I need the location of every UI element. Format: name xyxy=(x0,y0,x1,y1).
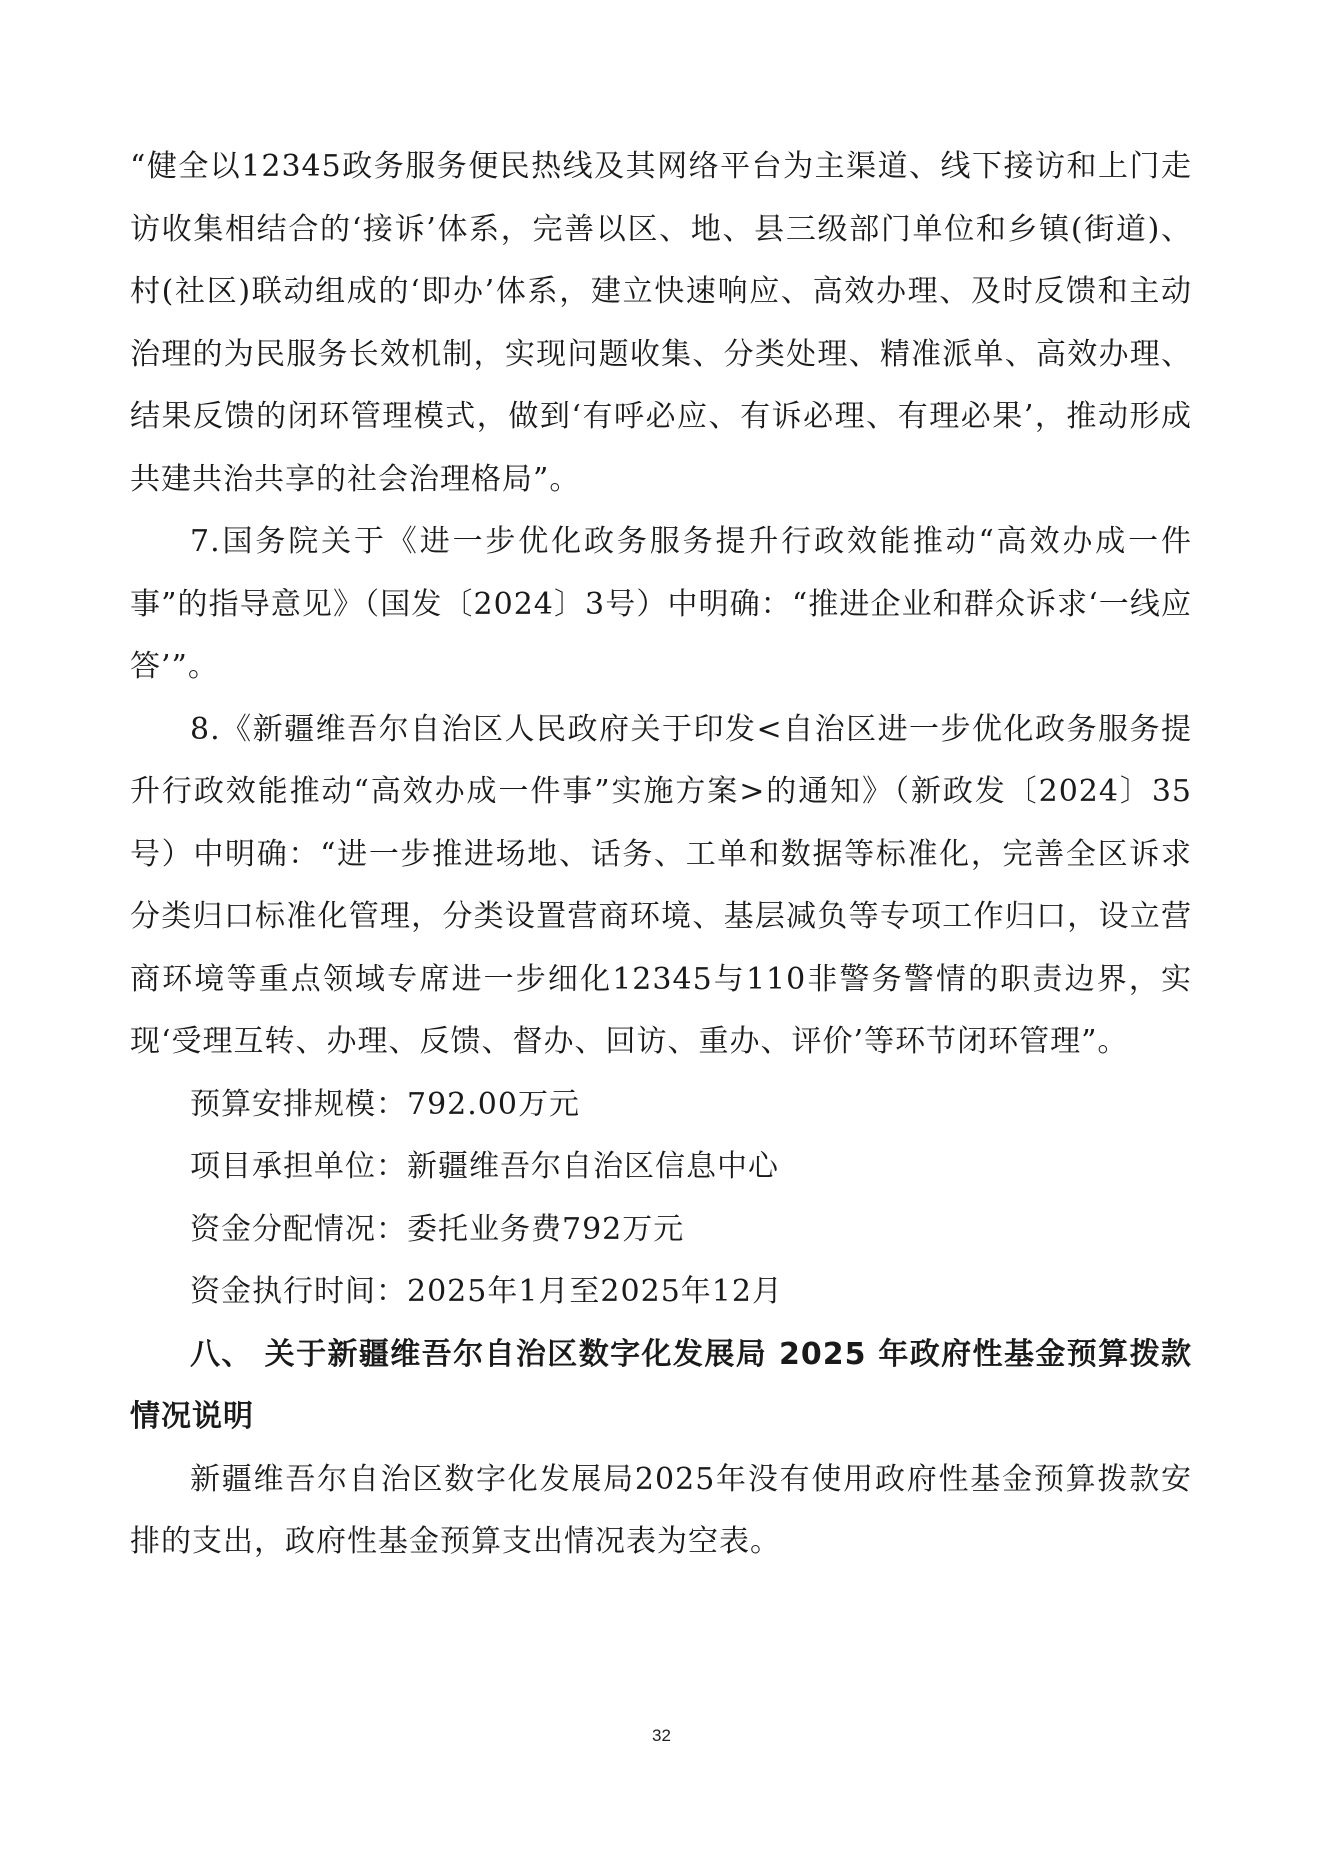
section-heading: 八、 关于新疆维吾尔自治区数字化发展局 2025 年政府性基金预算拨款情况说明 xyxy=(130,1336,1192,1434)
paragraph-fund-period: 资金执行时间：2025年1月至2025年12月 xyxy=(190,1274,783,1309)
paragraph-project-unit: 项目承担单位：新疆维吾尔自治区信息中心 xyxy=(190,1149,779,1184)
paragraph-item-7: 7.国务院关于《进一步优化政务服务提升行政效能推动“高效办成一件事”的指导意见》（国发〔2024〕3号）中明确：“推进企业和群众诉求‘一线应答’”。 xyxy=(130,524,1192,684)
paragraph-fund-allocation: 资金分配情况：委托业务费792万元 xyxy=(190,1211,685,1247)
document-body xyxy=(130,136,1192,1574)
page-number: 32 xyxy=(652,1726,671,1745)
paragraph-quote-continuation: “健全以12345政务服务便民热线及其网络平台为主渠道、线下接访和上门走访收集相结合的‘接诉’体系，完善以区、地、县三级部门单位和乡镇(街道)、村(社区)联动组成的‘即办’体系，建立快速响应、高效办理、及时反馈和主动治理的为民服务长效机制，实现问题收集、分类处理、精准派单、高效办理、结果反馈的闭环管理模式，做到‘有呼必应、有诉必理、有理必果’，推动形成共建共治共享的社会治理格局”。 xyxy=(130,149,1192,497)
paragraph-item-8: 8.《新疆维吾尔自治区人民政府关于印发<自治区进一步优化政务服务提升行政效能推动“高效办成一件事”实施方案>的通知》（新政发〔2024〕35号）中明确：“进一步推进场地、话务、工单和数据等标准化，完善全区诉求分类归口标准化管理，分类设置营商环境、基层减负等专项工作归口，设立营商环境等重点领域专席进一步细化12345与110非警务警情的职责边界，实现‘受理互转、办理、反馈、督办、回访、重办、评价’等环节闭环管理”。 xyxy=(130,711,1192,1059)
paragraph-budget-scale: 预算安排规模：792.00万元 xyxy=(190,1086,580,1122)
section-body: 新疆维吾尔自治区数字化发展局2025年没有使用政府性基金预算拨款安排的支出，政府性基金预算支出情况表为空表。 xyxy=(130,1461,1192,1559)
